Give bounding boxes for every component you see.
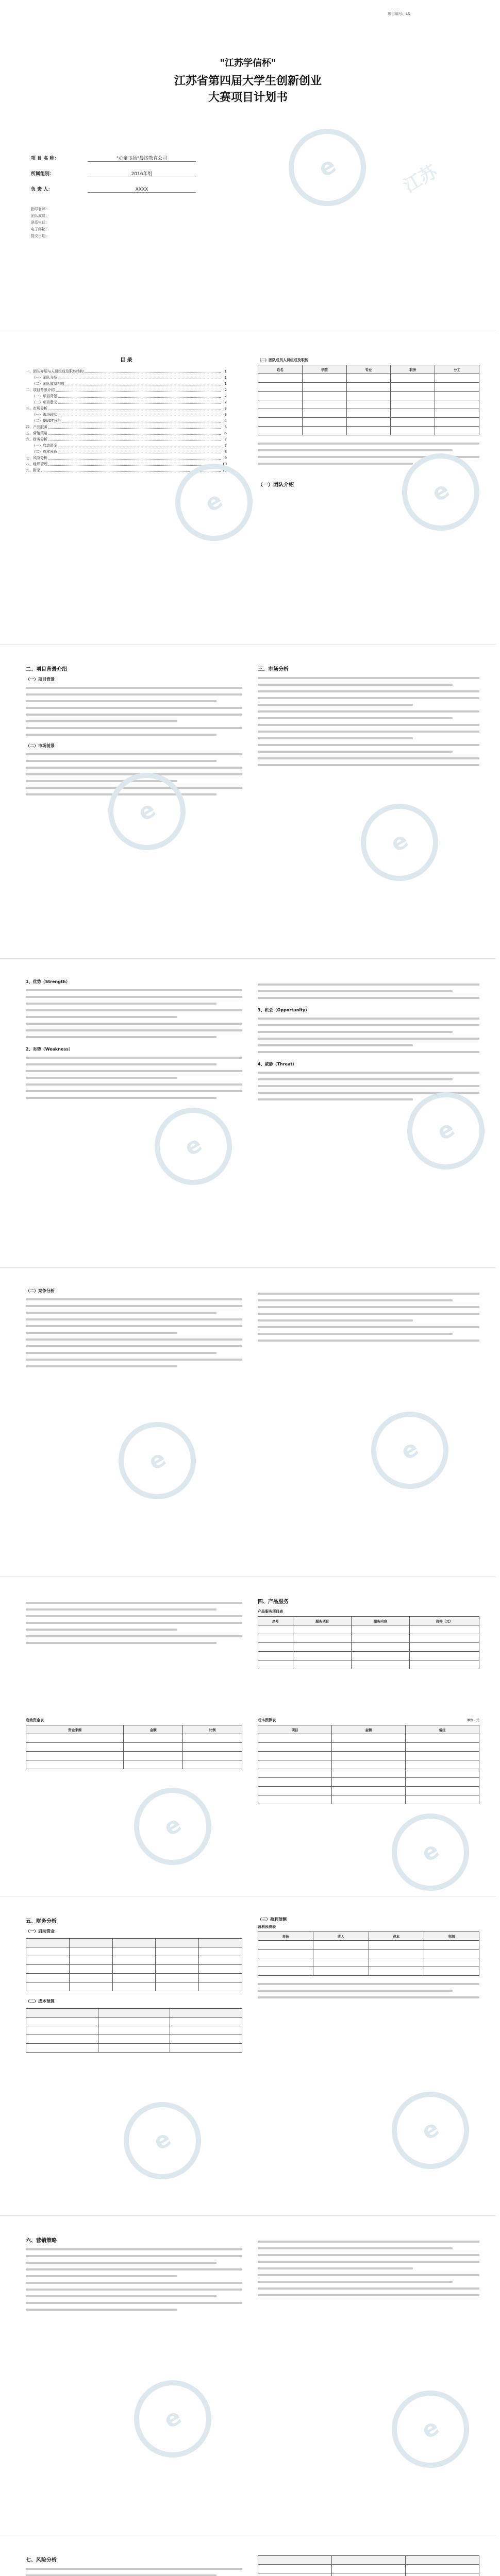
- watermark-logo: e: [161, 450, 267, 555]
- toc-item[interactable]: [26, 375, 227, 381]
- page-divider: [0, 958, 496, 959]
- page-divider: [0, 644, 496, 645]
- toc: [26, 355, 227, 473]
- toc-item[interactable]: [26, 418, 227, 424]
- finance-table-2: [26, 2008, 242, 2053]
- page-divider: [0, 2215, 496, 2216]
- toc-leader-dots: [48, 405, 221, 410]
- cover-title-1: "江苏学信杯": [220, 58, 276, 69]
- toc-item[interactable]: [26, 381, 227, 387]
- watermark-logo: e: [110, 2088, 215, 2194]
- swot-strength: 1、优势（Strength）: [26, 979, 70, 984]
- toc-item-title: （二）SWOT分析: [32, 419, 61, 423]
- watermark-logo: e: [378, 2078, 484, 2183]
- toc-item[interactable]: [26, 461, 227, 467]
- toc-item-page: 1: [224, 382, 227, 386]
- product-table-caption: 产品服务项目表: [258, 1609, 283, 1614]
- toc-item[interactable]: [26, 443, 227, 449]
- competition-right: [258, 1288, 479, 1346]
- toc-leader-dots: [58, 412, 221, 416]
- watermark-logo: e: [357, 1398, 463, 1503]
- profit-table-caption: 盈利预测表: [258, 1925, 276, 1929]
- toc-item-page: 3: [224, 406, 227, 411]
- toc-item[interactable]: [26, 455, 227, 461]
- watermark-text: 江苏: [400, 161, 441, 197]
- toc-item-page: 11: [222, 468, 227, 472]
- toc-item-page: 4: [224, 419, 227, 423]
- swot-weakness: 2、劣势（Weakness）: [26, 1047, 73, 1052]
- toc-item-title: 一、团队介绍与人员组成及职能结构: [26, 369, 84, 374]
- toc-item-page: 10: [222, 462, 227, 466]
- toc-item-title: （一）项目背景: [32, 394, 57, 398]
- watermark-logo: e: [275, 115, 380, 221]
- toc-leader-dots: [58, 393, 221, 398]
- toc-item-page: 2: [224, 388, 227, 392]
- cost-table-unit: 单位：元: [466, 1719, 479, 1722]
- section-competition: （二）竞争分析: [26, 1289, 55, 1293]
- cover-title-2: 江苏省第四届大学生创新创业: [174, 75, 322, 88]
- toc-item-title: 二、项目背景介绍: [26, 388, 55, 392]
- competition-left: [26, 1288, 242, 1372]
- toc-leader-dots: [58, 449, 221, 453]
- product-table: 序号 服务项目 服务内容 价格（元）: [258, 1616, 479, 1669]
- finance-right: [258, 1917, 479, 2003]
- cost-table: 项目 金额 备注: [258, 1725, 479, 1804]
- toc-item-page: 1: [224, 376, 227, 380]
- section-background: 二、项目背景介绍: [26, 667, 67, 672]
- product-right: [258, 1597, 479, 1669]
- cover-field-leader: 负 责 人： XXXX: [31, 185, 196, 193]
- section-product: 四、产品服务: [258, 1599, 289, 1605]
- toc-item[interactable]: [26, 399, 227, 405]
- toc-leader-dots: [48, 455, 221, 460]
- cover-field-project: 项 目 名 称： "心童飞扬"晨诺教育公司: [31, 155, 196, 162]
- finance-sub1: （一）启动资金: [26, 1929, 55, 1934]
- toc-item[interactable]: [26, 405, 227, 412]
- section-finance: 五、财务分析: [26, 1919, 57, 1924]
- toc-item-title: 七、风险分析: [26, 456, 47, 460]
- watermark-logo: e: [94, 759, 200, 865]
- marketing-right: [258, 2236, 479, 2301]
- toc-item-page: 7: [224, 437, 227, 442]
- cover-field-group: 所属组别： 2016年组: [31, 170, 196, 177]
- toc-item-title: 六、财务分析: [26, 437, 47, 442]
- toc-item-title: （二）项目意义: [32, 400, 57, 404]
- fund-table-block: [26, 1716, 242, 1769]
- swot-opportunity: 3、机会（Opportunity）: [258, 1008, 310, 1012]
- section-market: 三、市场分析: [258, 667, 289, 672]
- risk-left: [26, 2555, 242, 2576]
- toc-item-page: 9: [224, 456, 227, 460]
- serial-value: LS: [406, 12, 410, 16]
- finance-sub2: （二）成本预算: [26, 1999, 55, 2004]
- toc-item-title: （一）市场现状: [32, 413, 57, 417]
- watermark-logo: e: [378, 1800, 484, 1905]
- toc-leader-dots: [48, 430, 221, 435]
- serial-label: 项目编号：: [388, 12, 406, 16]
- market-section: [258, 665, 479, 771]
- finance-table-1: [26, 1938, 242, 1991]
- toc-list: [26, 368, 227, 473]
- section-marketing: 六、营销策略: [26, 2238, 57, 2244]
- profit-table: 年份 收入 成本 利润: [258, 1931, 479, 1976]
- toc-item-title: （一）启动资金: [32, 444, 57, 448]
- swot-right: [258, 979, 479, 1105]
- watermark-logo: e: [393, 1078, 499, 1184]
- subsection-bg1: （一）项目背景: [26, 677, 55, 682]
- watermark-logo: e: [378, 2377, 484, 2482]
- product-left: [26, 1597, 242, 1649]
- toc-item-title: 八、组织管理: [26, 462, 47, 466]
- toc-item[interactable]: [26, 449, 227, 455]
- toc-leader-dots: [58, 375, 221, 379]
- risk-table: [258, 2555, 479, 2576]
- watermark-logo: e: [141, 1094, 246, 1199]
- toc-item-page: 7: [224, 444, 227, 448]
- toc-leader-dots: [62, 418, 221, 422]
- fund-table-caption: 启动资金表: [26, 1718, 44, 1722]
- toc-leader-dots: [65, 381, 221, 385]
- page-divider: [0, 1267, 496, 1268]
- toc-item-page: 8: [224, 450, 227, 454]
- toc-leader-dots: [58, 443, 221, 447]
- toc-item-title: （二）成本预算: [32, 450, 57, 454]
- watermark-logo: e: [347, 790, 453, 895]
- toc-leader-dots: [48, 461, 221, 466]
- toc-leader-dots: [48, 424, 221, 429]
- section-team: （一）团队介绍: [258, 482, 294, 488]
- toc-item-title: 四、产品服务: [26, 425, 47, 429]
- toc-item[interactable]: [26, 424, 227, 430]
- cover-title-3: 大赛项目计划书: [208, 91, 288, 104]
- finance-sub3: （三）盈利预测: [258, 1917, 287, 1922]
- watermark-logo: e: [388, 439, 494, 545]
- cost-table-caption: 成本预算表: [258, 1718, 276, 1722]
- toc-leader-dots: [48, 436, 221, 441]
- toc-item-page: 5: [224, 425, 227, 429]
- toc-item[interactable]: [26, 393, 227, 399]
- toc-item-title: 五、营销策略: [26, 431, 47, 435]
- subsection-bg2: （二）市场前景: [26, 743, 55, 748]
- toc-item-title: 九、附录: [26, 468, 40, 472]
- toc-item-page: 2: [224, 400, 227, 404]
- team-table: 姓名 学院 专业 职务 分工: [258, 365, 479, 435]
- toc-item-page: 2: [224, 394, 227, 398]
- fund-table: 资金来源 金额 比例: [26, 1725, 242, 1769]
- cover-notes: 指导老师： 团队成员： 联系电话： 电子邮箱： 提交日期：: [31, 207, 49, 238]
- cost-table-block: [258, 1716, 479, 1804]
- toc-leader-dots: [56, 387, 221, 392]
- toc-item[interactable]: [26, 412, 227, 418]
- swot-left: [26, 979, 242, 1104]
- toc-item-title: 三、市场分析: [26, 406, 47, 411]
- serial-number: [388, 11, 410, 16]
- swot-threat: 4、威胁（Threat）: [258, 1062, 297, 1066]
- marketing-left: [26, 2236, 242, 2315]
- toc-leader-dots: [58, 399, 221, 404]
- section-risk: 七、风险分析: [26, 2557, 57, 2563]
- toc-item[interactable]: [26, 387, 227, 393]
- toc-item-page: 3: [224, 413, 227, 417]
- watermark-logo: e: [105, 1408, 210, 1514]
- team-table-caption: （二）团队成员人员组成及职能: [258, 358, 308, 362]
- toc-item[interactable]: [26, 436, 227, 443]
- toc-item[interactable]: [26, 368, 227, 375]
- toc-item-page: 1: [224, 369, 227, 374]
- finance-left: [26, 1917, 242, 2053]
- watermark-logo: e: [120, 1774, 226, 1879]
- toc-item-title: （一）团队介绍: [32, 376, 57, 380]
- toc-item[interactable]: [26, 430, 227, 436]
- toc-item-page: 6: [224, 431, 227, 435]
- toc-item-title: （二）团队成员构成: [32, 382, 64, 386]
- toc-title: 目 录: [120, 358, 132, 363]
- risk-right: [258, 2555, 479, 2576]
- toc-leader-dots: [85, 368, 221, 373]
- watermark-logo: e: [120, 2366, 226, 2472]
